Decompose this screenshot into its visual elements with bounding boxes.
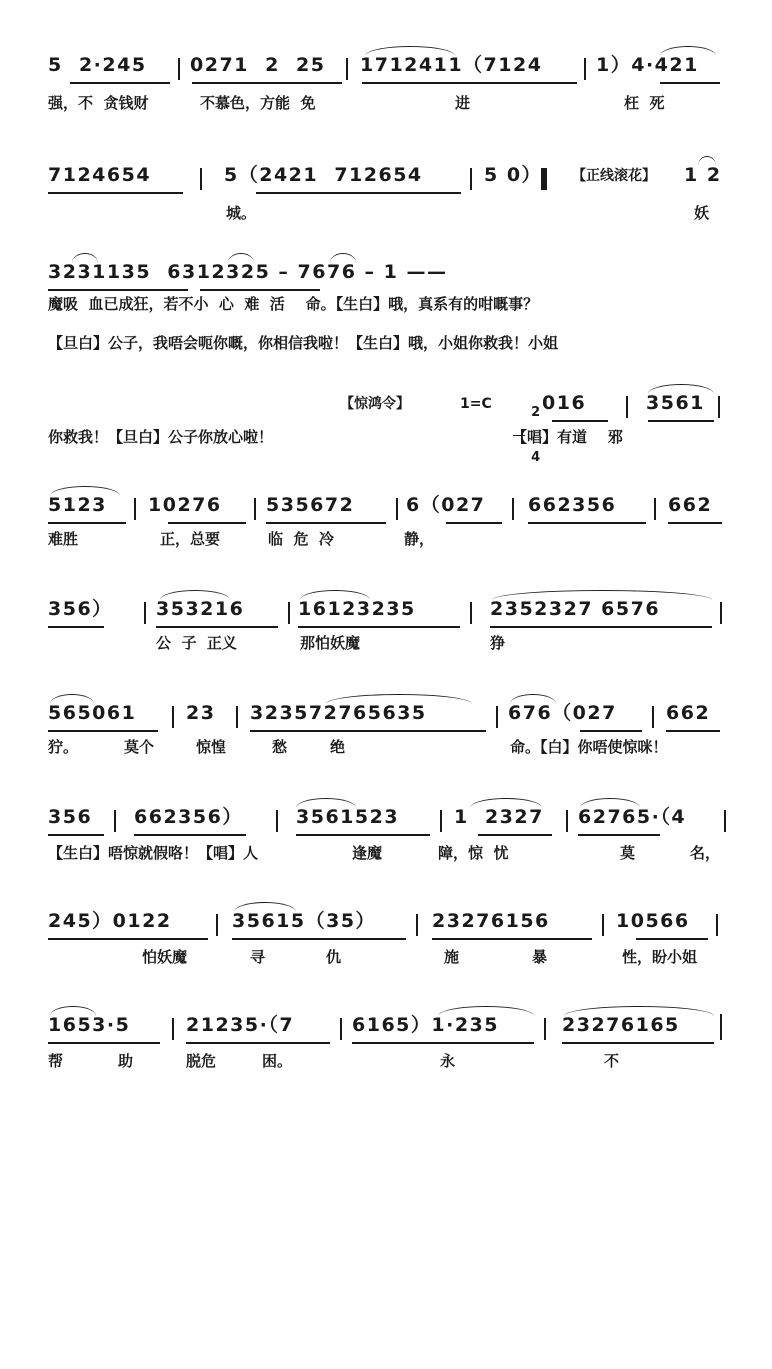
slur	[50, 1006, 96, 1016]
lyric: 愁	[272, 738, 288, 756]
lyric: 妖	[694, 204, 710, 222]
notation-measure: 662	[666, 702, 711, 724]
beam	[298, 626, 460, 628]
beam	[192, 82, 342, 84]
beam	[48, 626, 104, 628]
barline	[200, 168, 202, 190]
barline	[584, 58, 586, 80]
notation-measure: 662	[668, 494, 713, 516]
notation-measure: 23	[186, 702, 216, 724]
notation-measure: 35615（35）	[232, 910, 377, 932]
beam	[70, 82, 170, 84]
lyric: 枉 死	[624, 94, 665, 112]
beam	[352, 1042, 534, 1044]
lyric: 惊惶	[196, 738, 227, 756]
beam	[186, 1042, 330, 1044]
lyric: 永	[440, 1052, 456, 1070]
lyric: 静，	[404, 530, 435, 548]
slur	[160, 590, 230, 600]
beam	[362, 82, 577, 84]
notation-measure: 6（027	[406, 494, 486, 516]
barline	[720, 1014, 722, 1040]
score-row-8	[0, 704, 772, 764]
slur	[50, 694, 94, 704]
barline	[566, 810, 568, 832]
score-row-9	[0, 808, 772, 868]
beam	[490, 626, 712, 628]
lyric: 助	[118, 1052, 134, 1070]
barline	[396, 498, 398, 520]
time-signature-bottom: 4	[531, 450, 541, 465]
lyric: 临 危 冷	[268, 530, 334, 548]
beam	[48, 522, 126, 524]
barline	[544, 1018, 546, 1040]
beam	[168, 522, 246, 524]
lyric: 逢魔	[352, 844, 383, 862]
barline	[340, 1018, 342, 1040]
notation-measure: 1 2	[684, 164, 722, 186]
notation-measure: 7124654	[48, 164, 152, 186]
barline	[716, 914, 718, 936]
slur	[330, 253, 356, 263]
slur	[300, 590, 370, 600]
notation-measure: 356）	[48, 598, 113, 620]
barline	[602, 914, 604, 936]
lyric: 城。	[226, 204, 257, 222]
notation-measure: 356	[48, 806, 93, 828]
notation-measure: 353216	[156, 598, 245, 620]
barline	[654, 498, 656, 520]
slur	[296, 798, 356, 808]
beam	[232, 938, 406, 940]
lyric: 脱危	[186, 1052, 217, 1070]
lyric: 困。	[262, 1052, 293, 1070]
beam	[48, 1042, 160, 1044]
barline	[718, 396, 720, 418]
section-tag: 【正线滚花】	[572, 168, 656, 184]
lyric: 狞。	[48, 738, 79, 756]
barline	[236, 706, 238, 728]
barline	[470, 602, 472, 624]
beam	[666, 730, 720, 732]
dialogue: 【生白】唔惊就假咯！【唱】人	[48, 844, 259, 862]
beam	[200, 289, 320, 291]
beam	[562, 1042, 714, 1044]
barline	[114, 810, 116, 832]
time-signature-top: 2	[531, 405, 541, 420]
lyric: 绝	[330, 738, 346, 756]
lyric: 莫个	[124, 738, 155, 756]
beam	[432, 938, 592, 940]
beam	[48, 938, 208, 940]
slur	[510, 694, 556, 704]
notation-measure: 662356	[528, 494, 617, 516]
notation-measure: 3561523	[296, 806, 400, 828]
notation-line: 3231135 6312325 – 7676 – 1 ——	[48, 261, 448, 283]
notation-measure: 1653·5	[48, 1014, 131, 1036]
beam	[156, 626, 278, 628]
dialogue: 你救我！【旦白】公子你放心啦！	[48, 428, 274, 446]
notation-measure: 5123	[48, 494, 107, 516]
notation-measure: 565061	[48, 702, 137, 724]
notation-measure: 1 2327	[454, 806, 544, 828]
lyric: 强，不 贪钱财	[48, 94, 149, 112]
section-tag: 【惊鸿令】	[340, 396, 410, 412]
lyric: 魔吸 血已成狂，若不小 心 难 活 命。【生白】哦，真系有的咁嘅事？	[48, 295, 539, 313]
slur	[648, 384, 714, 394]
dialogue: 【旦白】公子，我唔会呃你嘅，你相信我啦！【生白】哦，小姐你救我！小姐	[48, 334, 559, 352]
lyric: 障，惊 忧	[438, 844, 509, 862]
lyric: 进	[455, 94, 471, 112]
slur	[698, 156, 716, 166]
lyric: 那怕妖魔	[300, 634, 361, 652]
barline	[172, 706, 174, 728]
barline	[470, 168, 472, 190]
lyric: 怕妖魔	[142, 948, 188, 966]
score-row-10	[0, 912, 772, 972]
lyric: 暴	[532, 948, 548, 966]
lyric: 不	[604, 1052, 620, 1070]
beam	[648, 420, 714, 422]
beam	[48, 289, 188, 291]
lyric: 寻	[250, 948, 266, 966]
beam	[660, 82, 720, 84]
notation-measure: 5 0）	[484, 164, 543, 186]
lyric: 【唱】有道 邪	[512, 428, 623, 446]
notation-measure: 5（2421 712654	[224, 164, 423, 186]
slur	[438, 1006, 534, 1016]
notation-measure: 62765·（4	[578, 806, 687, 828]
score-row-11	[0, 1016, 772, 1086]
notation-measure: 16123235	[298, 598, 416, 620]
notation-measure: 23276165	[562, 1014, 680, 1036]
slur	[365, 46, 455, 56]
lyric: 施	[444, 948, 460, 966]
barline	[346, 58, 348, 80]
beam	[134, 834, 246, 836]
slur	[492, 590, 712, 600]
lyric: 难胜	[48, 530, 79, 548]
notation-measure: 5 2·245	[48, 54, 147, 76]
slur	[228, 253, 254, 263]
score-row-3	[0, 263, 772, 323]
notation-measure: 245）0122	[48, 910, 172, 932]
beam	[250, 730, 486, 732]
beam	[668, 522, 722, 524]
slur	[660, 46, 716, 56]
score-row-1	[0, 56, 772, 126]
notation-measure: 10276	[148, 494, 222, 516]
notation-measure: 2352327 6576	[490, 598, 661, 620]
lyric: 狰	[490, 634, 506, 652]
beam	[580, 730, 642, 732]
slur	[580, 798, 640, 808]
slur	[470, 798, 542, 808]
score-row-2	[0, 166, 772, 236]
beam	[528, 522, 646, 524]
lyric: 公 子 正义	[156, 634, 237, 652]
barline	[216, 914, 218, 936]
lyric: 性，盼小姐	[622, 948, 698, 966]
notation-measure: 3561	[646, 392, 705, 414]
lyric: 帮	[48, 1052, 64, 1070]
slur	[564, 1006, 714, 1016]
key-signature: 1=C	[460, 396, 492, 412]
lyric: 仇	[326, 948, 342, 966]
slur	[72, 253, 98, 263]
barline	[416, 914, 418, 936]
barline	[254, 498, 256, 520]
notation-measure: 323572765635	[250, 702, 427, 724]
beam	[478, 834, 552, 836]
score-row-6	[0, 496, 772, 556]
lyric: 名，	[690, 844, 721, 862]
notation-measure: 21235·（7	[186, 1014, 295, 1036]
notation-measure: 10566	[616, 910, 690, 932]
barline	[288, 602, 290, 624]
barline	[178, 58, 180, 80]
beam	[552, 420, 608, 422]
notation-measure: 676（027	[508, 702, 617, 724]
score-row-4	[0, 336, 772, 360]
lyric: 正，总要	[160, 530, 221, 548]
barline	[144, 602, 146, 624]
score-row-5	[0, 392, 772, 465]
slur	[50, 486, 120, 496]
barline	[626, 396, 628, 418]
barline	[720, 602, 722, 624]
barline	[512, 498, 514, 520]
notation-measure: 535672	[266, 494, 355, 516]
notation-measure: 6165）1·235	[352, 1014, 499, 1036]
barline	[724, 810, 726, 832]
beam	[48, 192, 183, 194]
lyric: 不慕色，方能 免	[200, 94, 316, 112]
notation-measure: 016	[542, 392, 587, 414]
beam	[446, 522, 502, 524]
slur	[234, 902, 296, 912]
notation-measure: 0271 2 25	[190, 54, 326, 76]
barline	[276, 810, 278, 832]
lyric: 命。【白】你唔使惊咪！	[510, 738, 668, 756]
notation-measure: 1）4·421	[596, 54, 699, 76]
barline	[134, 498, 136, 520]
slur	[326, 694, 472, 704]
double-barline	[541, 168, 547, 190]
beam	[256, 192, 461, 194]
beam	[48, 834, 104, 836]
notation-measure: 1712411（7124	[360, 54, 543, 76]
beam	[48, 730, 158, 732]
barline	[496, 706, 498, 728]
beam	[296, 834, 430, 836]
score-row-7	[0, 600, 772, 660]
notation-measure: 662356）	[134, 806, 243, 828]
lyric: 莫	[620, 844, 636, 862]
beam	[636, 938, 708, 940]
barline	[440, 810, 442, 832]
beam	[578, 834, 660, 836]
barline	[172, 1018, 174, 1040]
beam	[266, 522, 386, 524]
barline	[652, 706, 654, 728]
notation-measure: 23276156	[432, 910, 550, 932]
